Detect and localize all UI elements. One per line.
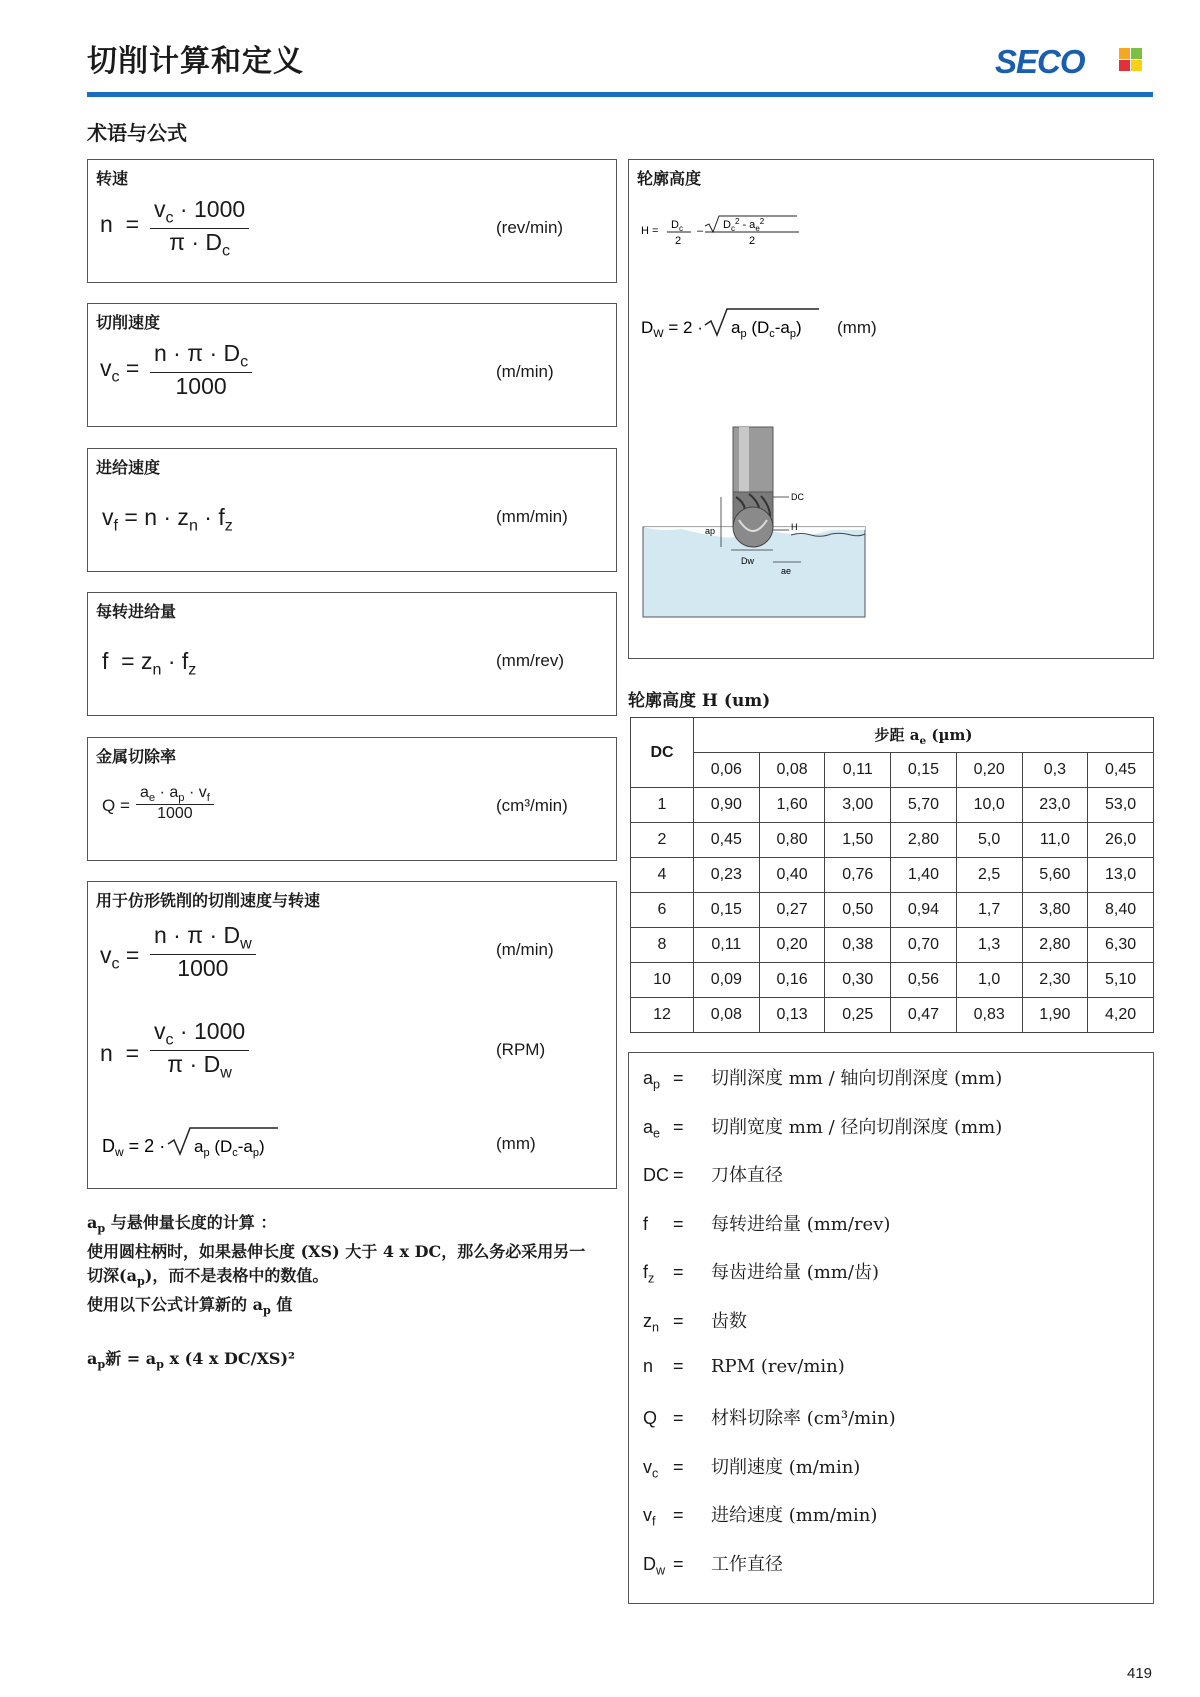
- h-value-cell: 0,80: [759, 823, 825, 858]
- box-title: 金属切除率: [96, 747, 177, 766]
- dc-cell: 2: [631, 823, 694, 858]
- legend-symbol: f: [643, 1213, 649, 1234]
- legend-equals: =: [673, 1554, 684, 1574]
- header-rule: [87, 92, 1153, 97]
- legend-symbol: $a_p$: [643, 1068, 661, 1092]
- h-value-cell: 0,25: [825, 998, 891, 1033]
- ap-note: [87, 1211, 585, 1376]
- legend-description: 每齿进给量 (mm/齿): [711, 1262, 879, 1284]
- h-value-cell: 0,47: [891, 998, 957, 1033]
- note-line-3: 使用以下公式计算新的 $a_p$ 值: [87, 1295, 293, 1318]
- legend-item: [643, 1161, 783, 1187]
- svg-text:–: –: [697, 225, 704, 237]
- formula-box-profile-milling: [87, 881, 617, 1189]
- box-title: 转速: [96, 169, 129, 188]
- svg-text:H =: H =: [641, 225, 659, 237]
- logo-text: SECO: [995, 43, 1085, 80]
- ae-value-header: 0,45: [1088, 753, 1154, 788]
- h-value-cell: 0,45: [694, 823, 760, 858]
- h-value-cell: 0,15: [694, 893, 760, 928]
- svg-text:Dw = 2 ·: $D_w = 2$ ·: [102, 1136, 166, 1159]
- unit-label: (mm): [496, 1134, 536, 1153]
- h-value-cell: 0,83: [956, 998, 1022, 1033]
- legend-symbol: $v_f$: [643, 1505, 656, 1529]
- legend-equals: =: [673, 1213, 684, 1234]
- note-formula: $a_p$新 = $a_p$ x (4 x DC/XS)²: [87, 1348, 296, 1371]
- legend-description: 每转进给量 (mm/rev): [711, 1213, 891, 1235]
- legend-symbol: DC: [643, 1165, 669, 1186]
- legend-description: 切削深度 mm / 轴向切削深度 (mm): [711, 1068, 1003, 1089]
- note-line-1: 使用圆柱柄时，如果悬伸长度 (XS) 大于 4 x DC，那么务必采用另一: [87, 1242, 586, 1262]
- formula-lhs: n =: [100, 211, 140, 237]
- formula-fraction: $\frac{n \cdot \pi \cdot D_c}{1000}$: [150, 340, 252, 400]
- h-value-cell: 1,0: [956, 963, 1022, 998]
- label-dw: Dw: [741, 556, 754, 566]
- legend-equals: =: [673, 1262, 684, 1283]
- legend-equals: =: [673, 1456, 684, 1477]
- formula-box-mrr: [87, 737, 617, 861]
- legend-description: 切削宽度 mm / 径向切削深度 (mm): [711, 1116, 1003, 1138]
- legend-item: [643, 1258, 879, 1286]
- h-value-cell: 0,16: [759, 963, 825, 998]
- legend-description: RPM (rev/min): [711, 1355, 845, 1377]
- unit-label: (RPM): [496, 1040, 546, 1059]
- seco-logo: [995, 44, 1155, 80]
- h-value-cell: 6,30: [1088, 928, 1154, 963]
- formula-lhs: $v_c$ =: [100, 355, 140, 386]
- legend-symbol: $D_w$: [643, 1554, 666, 1578]
- formula-lhs: n =: [100, 1040, 140, 1066]
- dc-cell: 6: [631, 893, 694, 928]
- table-row: [631, 963, 1154, 998]
- box-title: 轮廓高度: [637, 169, 702, 188]
- h-value-cell: 2,30: [1022, 963, 1088, 998]
- unit-label: (m/min): [496, 940, 554, 959]
- h-value-cell: 1,40: [891, 858, 957, 893]
- legend-symbol: $a_e$: [643, 1116, 661, 1141]
- h-value-cell: 0,09: [694, 963, 760, 998]
- h-formula: [639, 210, 839, 250]
- formula-lhs: Q =: [102, 796, 130, 815]
- legend-symbol: $f_z$: [643, 1262, 655, 1286]
- unit-label: (cm³/min): [496, 796, 568, 815]
- unit-label: (mm/rev): [496, 651, 564, 670]
- legend-symbol: $z_n$: [643, 1311, 660, 1335]
- legend-item: [643, 1307, 747, 1335]
- h-value-cell: 5,10: [1088, 963, 1154, 998]
- formula-fraction: $\frac{v_c \cdot 1000}{\pi \cdot D_w}$: [150, 1018, 249, 1082]
- formula-fraction: $\frac{a_e \cdot a_p \cdot v_f}{1000}$: [136, 784, 214, 823]
- legend-equals: =: [673, 1408, 684, 1429]
- note-heading: $a_p$ 与悬伸量长度的计算 ：: [87, 1213, 277, 1236]
- svg-text:Dc2 - ae2: $D_c^2 - a_e^2$: [723, 217, 765, 233]
- h-value-cell: 0,27: [759, 893, 825, 928]
- ae-value-header: 0,06: [694, 753, 760, 788]
- h-value-cell: 1,50: [825, 823, 891, 858]
- profile-height-table: [630, 717, 1154, 1033]
- table-row: [631, 858, 1154, 893]
- legend-description: 切削速度 (m/min): [711, 1456, 861, 1478]
- formula-fraction: $\frac{v_c \cdot 1000}{\pi \cdot D_c}$: [150, 196, 249, 260]
- formula-box-speed: [87, 159, 617, 283]
- legend-equals: =: [673, 1165, 684, 1186]
- legend-item: [643, 1064, 1002, 1092]
- dc-cell: 8: [631, 928, 694, 963]
- h-value-cell: 0,94: [891, 893, 957, 928]
- h-value-cell: 0,90: [694, 788, 760, 823]
- box-title: 切削速度: [96, 313, 161, 332]
- label-ap: ap: [705, 526, 716, 536]
- legend-description: 材料切除率 (cm³/min): [711, 1408, 896, 1430]
- label-ae: ae: [781, 566, 792, 576]
- svg-text:2: 2: [749, 235, 756, 247]
- formula-box-feed-per-rev: [87, 592, 617, 716]
- h-value-cell: 3,80: [1022, 893, 1088, 928]
- legend-description: 工作直径: [711, 1554, 783, 1575]
- svg-text:DW = 2 ·: $D_W = 2$ ·: [641, 318, 703, 340]
- h-value-cell: 1,60: [759, 788, 825, 823]
- legend-equals: =: [673, 1505, 684, 1526]
- table-row: [631, 788, 1154, 823]
- dc-cell: 10: [631, 963, 694, 998]
- legend-description: 刀体直径: [711, 1165, 783, 1187]
- legend-item: [643, 1453, 860, 1481]
- unit-label: (mm/min): [496, 507, 568, 526]
- h-value-cell: 0,23: [694, 858, 760, 893]
- h-value-cell: 5,60: [1022, 858, 1088, 893]
- table-row: [631, 928, 1154, 963]
- legend-item: [643, 1501, 877, 1529]
- table-row: [631, 998, 1154, 1033]
- dc-header: DC: [631, 718, 694, 788]
- unit-label: (mm): [837, 318, 877, 337]
- box-title: 进给速度: [96, 458, 161, 477]
- legend-description: 齿数: [711, 1311, 747, 1332]
- h-value-cell: 0,56: [891, 963, 957, 998]
- table-title: 轮廓高度 H (um): [628, 691, 771, 711]
- h-value-cell: 10,0: [956, 788, 1022, 823]
- ae-value-header: 0,20: [956, 753, 1022, 788]
- formula: $v_f = n \cdot z_n \cdot f_z$: [102, 504, 233, 535]
- legend-equals: =: [673, 1311, 684, 1331]
- legend-description: 进给速度 (mm/min): [711, 1505, 878, 1527]
- svg-text:Dc: $D_c$: [671, 219, 683, 233]
- unit-label: (rev/min): [496, 218, 564, 237]
- h-value-cell: 23,0: [1022, 788, 1088, 823]
- h-value-cell: 0,50: [825, 893, 891, 928]
- ball-nose-diagram: [641, 422, 871, 622]
- legend-equals: =: [673, 1355, 684, 1376]
- step-header: 步距 $a_e$ (µm): [694, 718, 1154, 753]
- label-dc: DC: [791, 492, 804, 502]
- legend-equals: =: [673, 1116, 684, 1137]
- unit-label: (m/min): [496, 362, 554, 381]
- legend-item: [643, 1210, 890, 1236]
- legend-symbol: $v_c$: [643, 1456, 659, 1481]
- h-value-cell: 0,20: [759, 928, 825, 963]
- h-value-cell: 1,7: [956, 893, 1022, 928]
- h-value-cell: 0,76: [825, 858, 891, 893]
- h-value-cell: 0,40: [759, 858, 825, 893]
- h-value-cell: 0,30: [825, 963, 891, 998]
- formula-box-feed-speed: [87, 448, 617, 572]
- dc-cell: 4: [631, 858, 694, 893]
- box-title: 每转进给量: [96, 602, 177, 621]
- label-h: H: [791, 522, 798, 532]
- formula-fraction: $\frac{n \cdot \pi \cdot D_w}{1000}$: [150, 922, 256, 982]
- h-value-cell: 13,0: [1088, 858, 1154, 893]
- legend-symbol: Q: [643, 1408, 658, 1429]
- h-value-cell: 53,0: [1088, 788, 1154, 823]
- h-value-cell: 2,5: [956, 858, 1022, 893]
- legend-item: [643, 1550, 783, 1578]
- table-row: [631, 823, 1154, 858]
- h-value-cell: 2,80: [1022, 928, 1088, 963]
- h-value-cell: 5,70: [891, 788, 957, 823]
- legend-item: [643, 1356, 845, 1377]
- note-line-2: 切深$(a_p)$，而不是表格中的数值。: [87, 1266, 329, 1289]
- page-number: 419: [1127, 1665, 1153, 1682]
- formula-box-cutting-speed: [87, 303, 617, 427]
- profile-height-box: [628, 159, 1154, 659]
- table-row: [631, 893, 1154, 928]
- ae-value-header: 0,11: [825, 753, 891, 788]
- h-value-cell: 3,00: [825, 788, 891, 823]
- dc-cell: 1: [631, 788, 694, 823]
- h-value-cell: 0,11: [694, 928, 760, 963]
- ae-value-header: 0,15: [891, 753, 957, 788]
- section-title: 术语与公式: [87, 121, 187, 145]
- svg-text:ap (Dc-ap): $a_p$ $(D_c-a_p)$: [731, 318, 802, 340]
- h-value-cell: 0,38: [825, 928, 891, 963]
- h-value-cell: 4,20: [1088, 998, 1154, 1033]
- h-value-cell: 0,08: [694, 998, 760, 1033]
- legend-item: [643, 1113, 1002, 1141]
- h-value-cell: 0,13: [759, 998, 825, 1033]
- h-value-cell: 2,80: [891, 823, 957, 858]
- h-value-cell: 8,40: [1088, 893, 1154, 928]
- h-value-cell: 0,70: [891, 928, 957, 963]
- formula-lhs: $v_c$ =: [100, 942, 140, 973]
- h-value-cell: 26,0: [1088, 823, 1154, 858]
- legend-item: [643, 1404, 896, 1430]
- legend-equals: =: [673, 1068, 684, 1088]
- formula: $f = z_n \cdot f_z$: [102, 648, 197, 679]
- ae-value-header: 0,08: [759, 753, 825, 788]
- svg-text:2: 2: [675, 235, 682, 247]
- h-value-cell: 11,0: [1022, 823, 1088, 858]
- ae-value-header: 0,3: [1022, 753, 1088, 788]
- h-value-cell: 1,90: [1022, 998, 1088, 1033]
- legend-symbol: n: [643, 1355, 654, 1376]
- h-value-cell: 1,3: [956, 928, 1022, 963]
- h-value-cell: 5,0: [956, 823, 1022, 858]
- svg-text:ap (Dc-ap): $a_p$ $(D_c-a_p)$: [194, 1137, 265, 1159]
- dc-cell: 12: [631, 998, 694, 1033]
- page-title: 切削计算和定义: [87, 44, 304, 79]
- box-title: 用于仿形铣削的切削速度与转速: [96, 891, 321, 910]
- dw-formula: [98, 1122, 358, 1162]
